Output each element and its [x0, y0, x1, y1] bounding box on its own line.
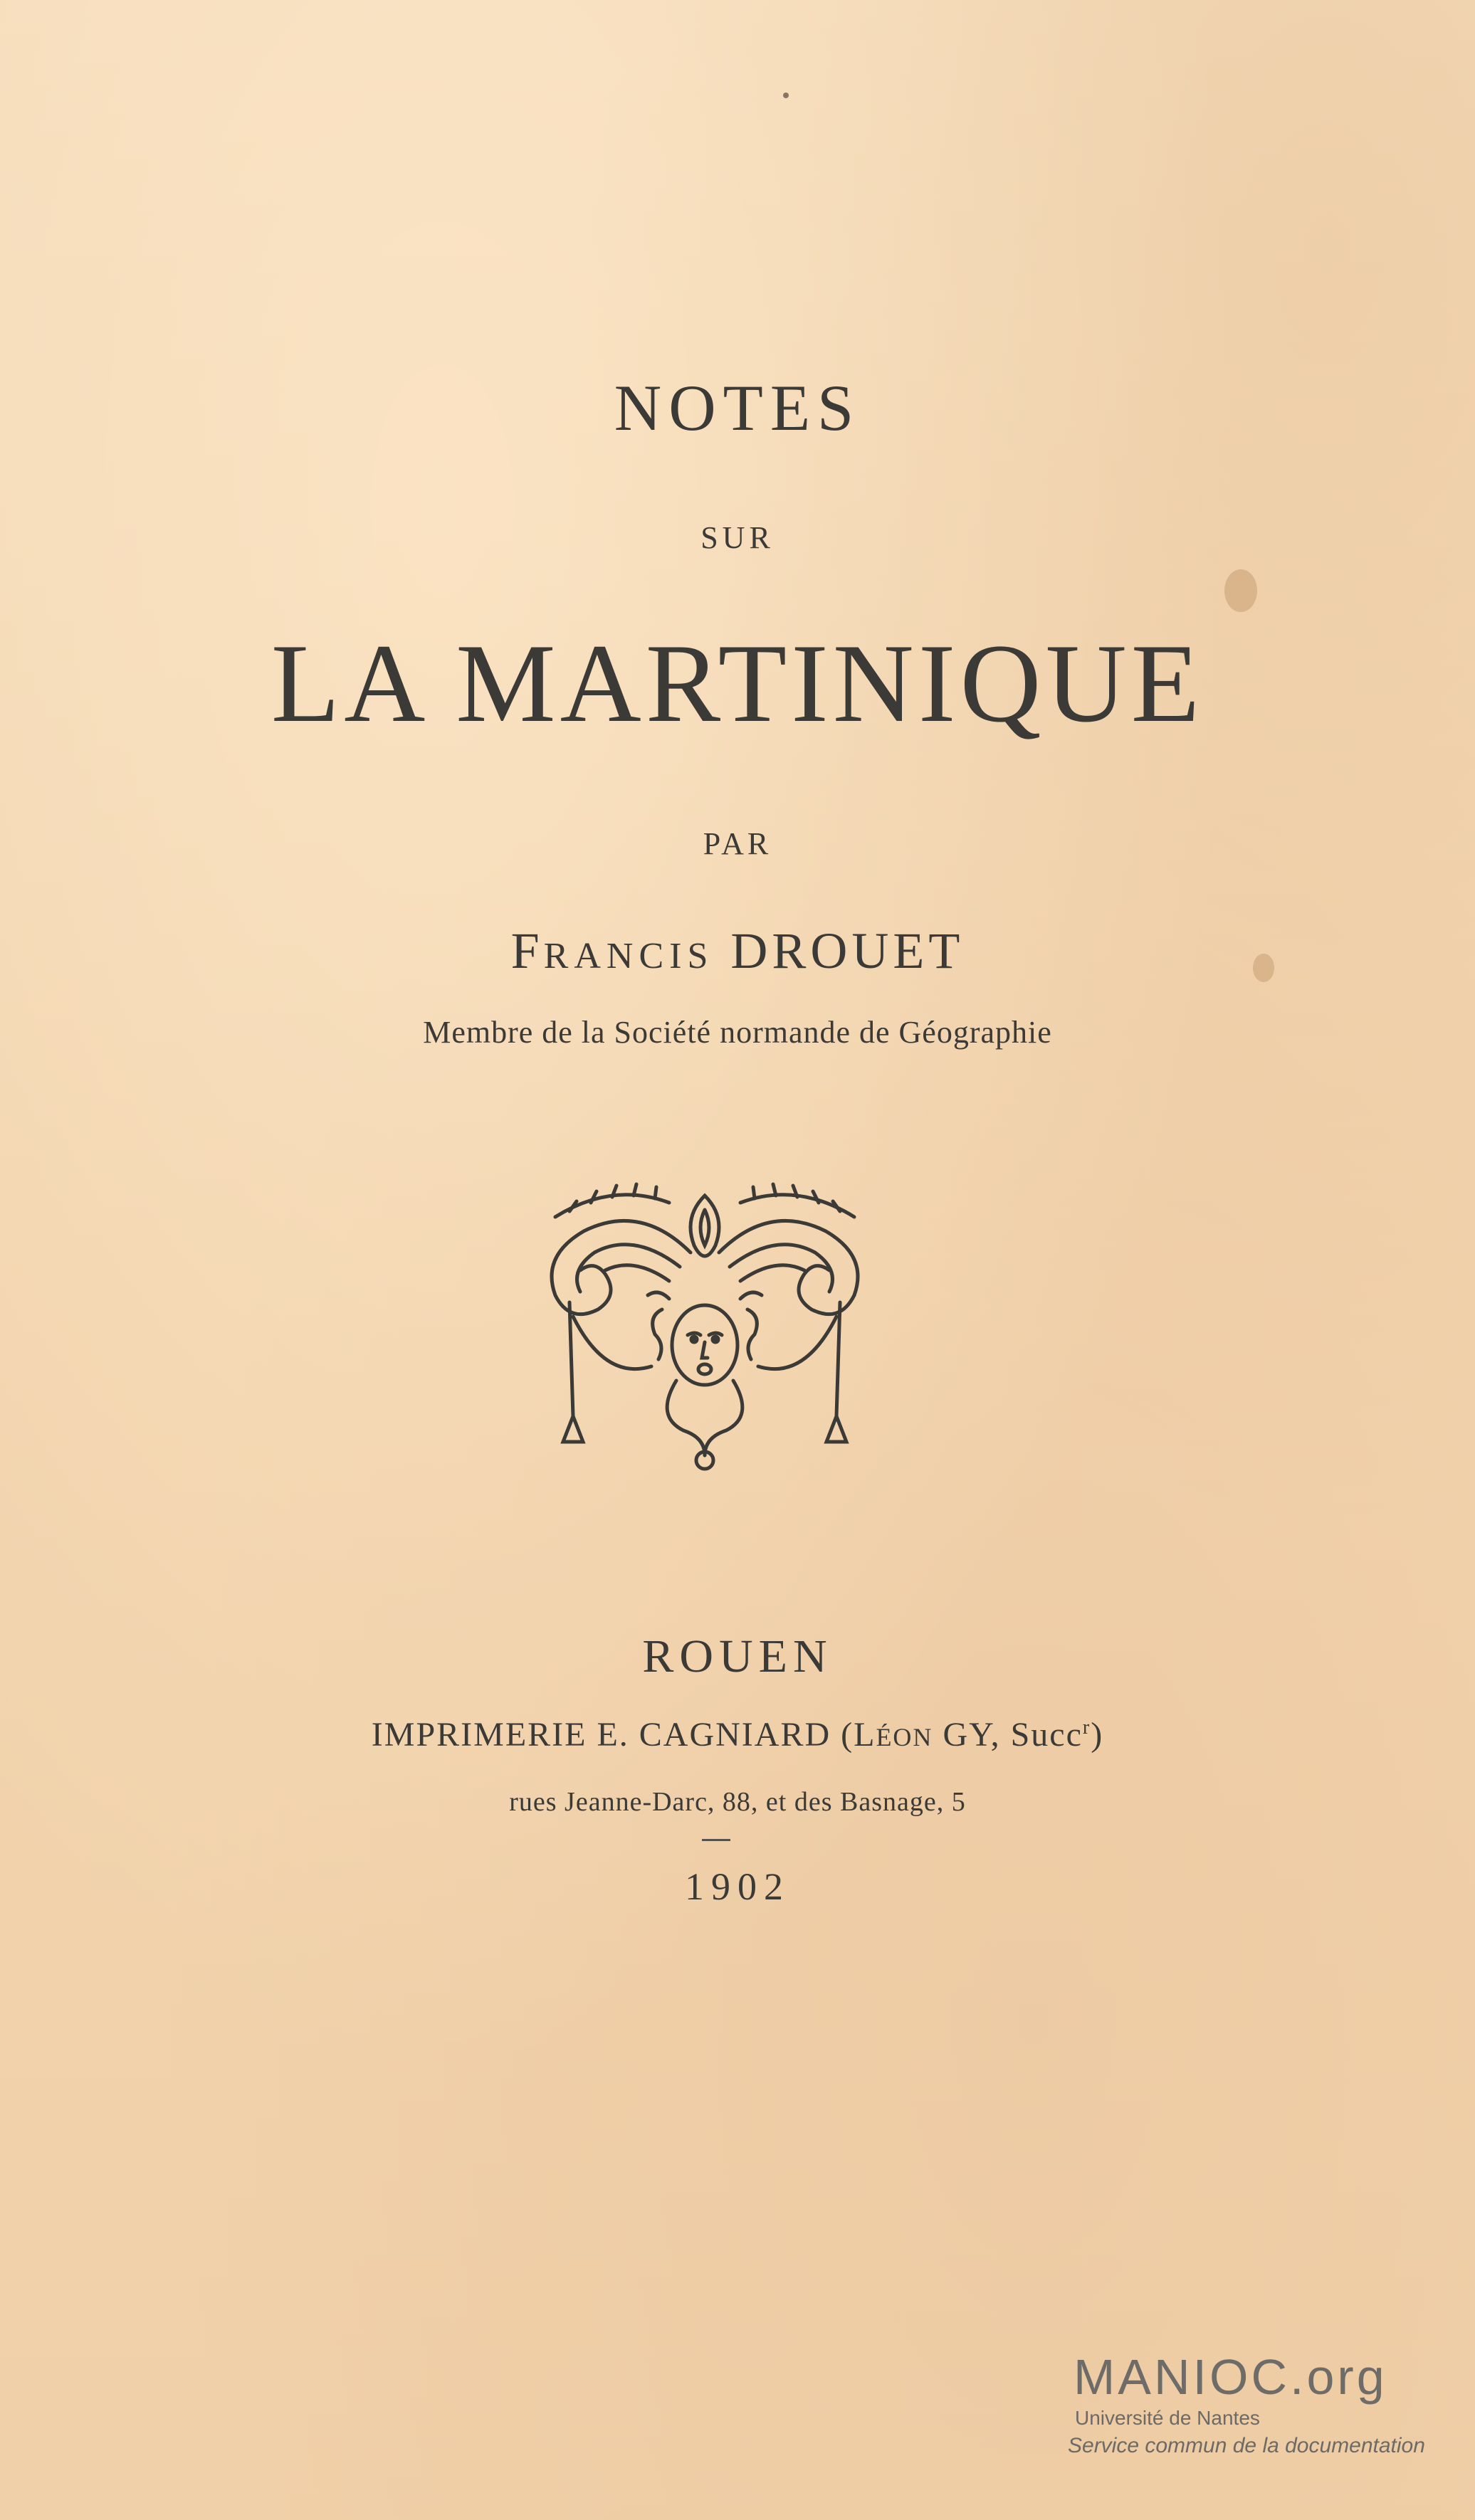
paper-speck: [783, 93, 789, 98]
printer-name: IMPRIMERIE E. CAGNIARD (: [371, 1716, 854, 1754]
manioc-watermark: [1068, 2348, 1452, 2458]
medusa-mascaron-ornament-icon: [527, 1174, 883, 1473]
separator-dash: [702, 1839, 730, 1841]
printer-successor-rest: ÉON: [876, 1723, 933, 1751]
imprint-city: ROUEN: [642, 1630, 833, 1682]
printer-successor-initial: L: [854, 1716, 876, 1754]
title-line-notes: NOTES: [614, 371, 861, 444]
title-line-sur: SUR: [700, 520, 775, 555]
paper-stain: [1224, 569, 1257, 612]
printer-successor-name: GY, Succ: [933, 1716, 1083, 1754]
author-name: [0, 922, 1475, 981]
printer-superscript: r: [1082, 1717, 1091, 1739]
publication-year: 1902: [685, 1865, 790, 1908]
stamp-service: Service commun de la documentation: [1068, 2434, 1425, 2457]
author-membership: Membre de la Société normande de Géographie: [423, 1015, 1052, 1050]
imprint-printer: [0, 1715, 1475, 1754]
author-last-name: DROUET: [730, 922, 965, 979]
imprint-address: rues Jeanne-Darc, 88, et des Basnage, 5: [509, 1787, 966, 1817]
author-first-initial: F: [510, 922, 544, 979]
manioc-logo: MANIOC.org: [1074, 2349, 1387, 2405]
printer-close-paren: ): [1091, 1716, 1104, 1754]
book-title: LA MARTINIQUE: [271, 621, 1204, 746]
title-line-par: PAR: [703, 826, 772, 861]
stamp-university: Université de Nantes: [1075, 2407, 1260, 2429]
author-first-rest: RANCIS: [543, 936, 714, 976]
